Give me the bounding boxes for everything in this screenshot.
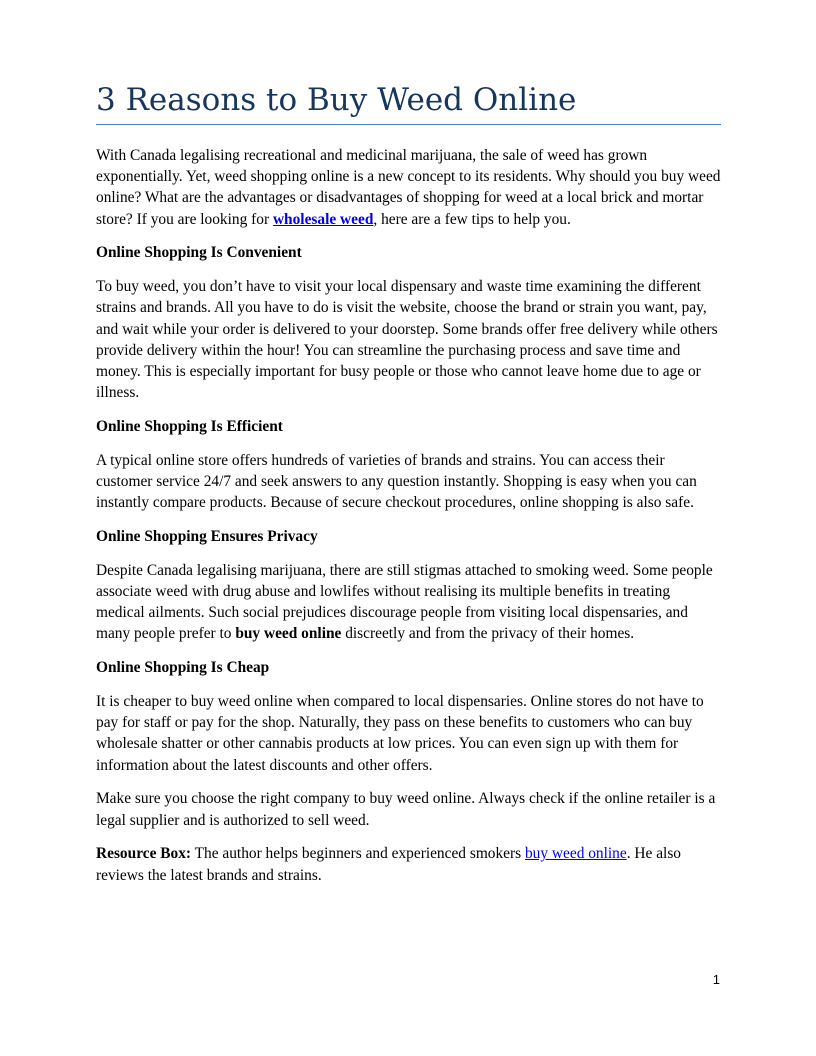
section-body-cheap: It is cheaper to buy weed online when compared to local dispensaries. Online stores do not have to pay for staff or pay for the shop. Naturally, they pass on these benefits to customers who can buy wholesale shatter or other cannabis products at low prices. You can even sign up with them for information about the latest discounts and other offers.	[96, 693, 704, 774]
intro-text-after-link: , here are a few tips to help you.	[373, 210, 571, 228]
section-body-convenient: To buy weed, you don’t have to visit your local dispensary and waste time examining the different strains and brands. All you have to do is visit the website, choose the brand or strain you want, pay, and wait while your order is delivered to your doorstep. Some brands offer free delivery while others provide delivery within the hour! You can streamline the purchasing process and save time and money. This is especially important for busy people or those who cannot leave home due to age or illness.	[96, 278, 718, 402]
closing-paragraph: Make sure you choose the right company to buy weed online. Always check if the online retailer is a legal supplier and is authorized to sell weed.	[96, 790, 716, 829]
page-number: 1	[712, 972, 720, 987]
resource-box-paragraph	[96, 843, 721, 885]
resource-box-label: Resource Box:	[96, 845, 192, 863]
intro-text-before-link: With Canada legalising recreational and medicinal marijuana, the sale of weed has grown exponentially. Yet, weed shopping online is a new concept to its residents. Why should you buy weed online? What are the advantages or disadvantages of shopping for weed at a local brick and mortar store? If you are looking for	[96, 147, 721, 228]
section-heading-privacy: Online Shopping Ensures Privacy	[96, 528, 318, 546]
privacy-text-after: discreetly and from the privacy of their homes.	[341, 625, 635, 643]
section-body-privacy	[96, 560, 721, 645]
document-body	[96, 145, 721, 898]
title-underline-rule	[96, 124, 721, 125]
section-body-efficient: A typical online store offers hundreds of varieties of brands and strains. You can access their customer service 24/7 and seek answers to any question instantly. Shopping is easy when you can instantly compare products. Because of secure checkout procedures, online shopping is also safe.	[96, 451, 697, 512]
section-heading-convenient: Online Shopping Is Convenient	[96, 244, 302, 262]
privacy-bold-phrase: buy weed online	[235, 625, 342, 643]
wholesale-weed-link[interactable]: wholesale weed	[272, 210, 374, 228]
resource-box-text-before-link: The author helps beginners and experienced smokers	[191, 845, 525, 863]
resource-box-text-after-link: . He also reviews the latest brands and strains.	[96, 845, 681, 884]
section-heading-efficient: Online Shopping Is Efficient	[96, 418, 283, 436]
privacy-text-before: Despite Canada legalising marijuana, there are still stigmas attached to smoking weed. Some people associate weed with drug abuse and lowlifes without realising its multiple benefits in treating medical ailments. Such social prejudices discourage people from visiting local dispensaries, and many people prefer to	[96, 561, 713, 643]
buy-weed-online-link[interactable]: buy weed online	[524, 845, 627, 863]
intro-paragraph	[96, 145, 721, 230]
page-title: 3 Reasons to Buy Weed Online	[96, 82, 577, 118]
section-heading-cheap: Online Shopping Is Cheap	[96, 659, 270, 677]
